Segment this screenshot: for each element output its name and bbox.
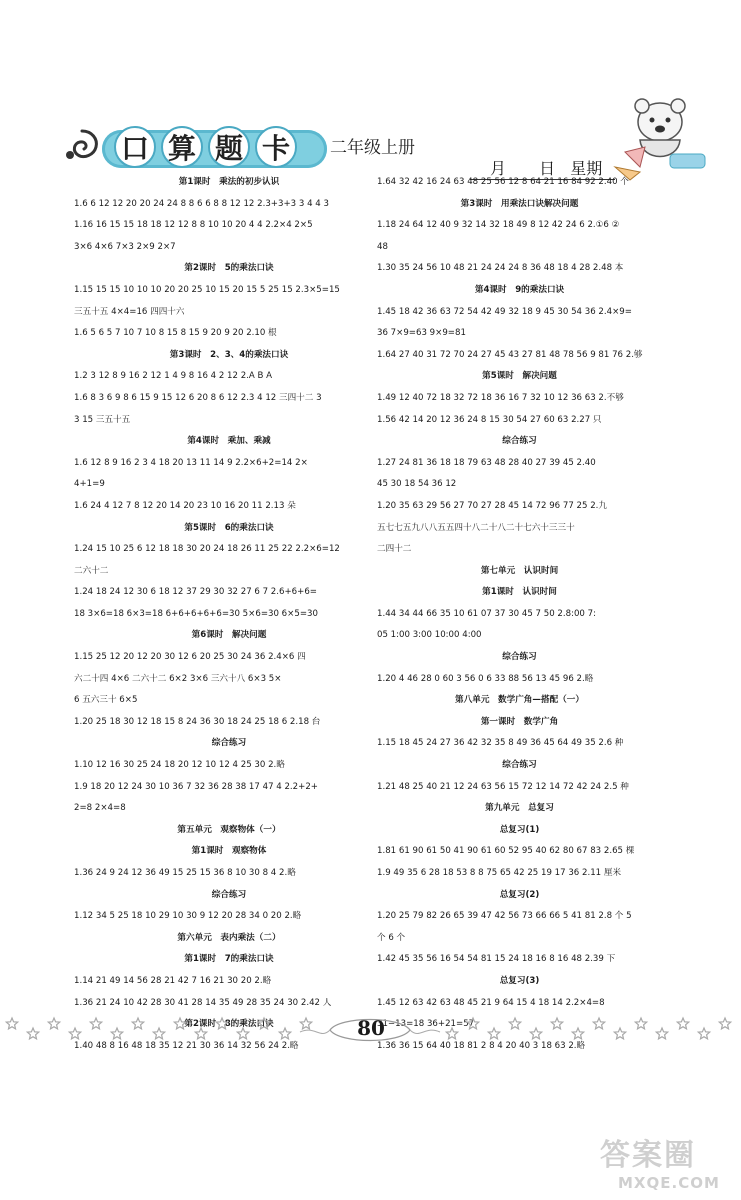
page-number: 80 — [357, 1016, 385, 1040]
answer-line: 3 15 三五十五 — [74, 414, 131, 425]
title-char: 卡 — [255, 126, 297, 168]
star-icon — [572, 1028, 583, 1039]
answer-line: 6 五六三十 6×5 — [74, 695, 138, 706]
section-heading: 第5课时 解决问题 — [482, 371, 557, 382]
grade-subtitle: 二年级上册 — [330, 138, 415, 158]
answer-line: 1.20 25 18 30 12 18 15 8 24 36 30 18 24 25 18 6 2.18 台 — [74, 716, 321, 727]
star-icon — [593, 1018, 604, 1029]
star-icon — [509, 1018, 520, 1029]
star-icon — [656, 1028, 667, 1039]
section-heading: 第6课时 解决问题 — [191, 630, 267, 641]
bear-mascot-icon — [600, 92, 720, 182]
star-icon — [132, 1018, 143, 1029]
answer-line: 1.42 45 35 56 16 54 54 81 15 24 18 16 8 16 48 2.39 下 — [377, 954, 616, 965]
star-icon — [111, 1028, 122, 1039]
star-icon — [551, 1018, 562, 1029]
answer-line: 1.9 49 35 6 28 18 53 8 8 75 65 42 25 19 17 36 2.11 厘米 — [377, 868, 622, 878]
answer-line: 1.44 34 44 66 35 10 61 07 37 30 45 7 50 2.8:00 7: — [377, 608, 596, 619]
section-heading: 第2课时 5的乘法口诀 — [184, 263, 274, 274]
section-heading: 综合练习 — [502, 760, 537, 771]
section-heading: 总复习(1) — [499, 824, 540, 835]
star-icon — [446, 1028, 457, 1039]
section-heading: 第1课时 认识时间 — [482, 587, 557, 598]
answer-line: 3×6 4×6 7×3 2×9 2×7 — [74, 241, 176, 252]
star-icon — [467, 1018, 478, 1029]
section-heading: 第六单元 表内乘法（二） — [177, 932, 281, 943]
section-heading: 综合练习 — [211, 889, 247, 900]
answer-line: 36 7×9=63 9×9=81 — [377, 328, 466, 339]
star-icon — [300, 1018, 311, 1029]
date-month: 月 — [490, 159, 507, 178]
star-icon — [698, 1028, 709, 1039]
section-heading: 综合练习 — [502, 652, 537, 663]
answer-line: 45 30 18 54 36 12 — [377, 479, 457, 490]
answer-line: 1.6 24 4 12 7 8 12 20 14 20 23 10 16 20 11 2.13 朵 — [74, 500, 296, 511]
answer-line: 1.30 35 24 56 10 48 21 24 24 24 8 36 48 18 4 28 2.48 本 — [377, 263, 624, 274]
answer-line: 1.49 12 40 72 18 32 72 18 36 16 7 32 10 12 36 63 2.不够 — [377, 392, 624, 403]
section-heading: 第五单元 观察物体（一） — [177, 824, 281, 835]
section-heading: 第八单元 数学广角—搭配（一） — [455, 695, 584, 706]
answer-line: 1.45 18 42 36 63 72 54 42 49 32 18 9 45 30 54 36 2.4×9= — [377, 306, 632, 317]
star-icon — [635, 1018, 646, 1029]
section-heading: 第5课时 6的乘法口诀 — [184, 522, 274, 533]
watermark-logo — [600, 1130, 735, 1200]
section-heading: 第3课时 2、3、4的乘法口诀 — [169, 349, 289, 360]
star-icon — [174, 1018, 185, 1029]
section-heading: 综合练习 — [211, 738, 247, 749]
star-icon — [195, 1028, 206, 1039]
star-icon — [48, 1018, 59, 1029]
answer-line: 1.12 34 5 25 18 10 29 10 30 9 12 20 28 34 0 20 2.略 — [74, 911, 302, 922]
title-char: 题 — [208, 126, 250, 168]
answer-line: 1.9 18 20 12 24 30 10 36 7 32 36 28 38 17 47 4 2.2+2+ — [74, 781, 319, 792]
title-char: 口 — [114, 126, 156, 168]
answer-line: 个 6 个 — [377, 932, 406, 943]
answer-line: 1.20 25 79 82 26 65 39 47 42 56 73 66 66 5 41 81 2.8 个 5 — [377, 911, 632, 922]
title-banner — [60, 125, 480, 175]
title-char: 算 — [161, 126, 203, 168]
answer-line: 1.20 4 46 28 0 60 3 56 0 6 33 88 56 13 45 96 2.略 — [377, 673, 594, 684]
answer-line: 二六十二 — [74, 565, 109, 576]
answer-line: 1.64 32 42 16 24 63 48 25 56 12 8 64 21 16 84 92 2.40 个 — [377, 177, 629, 187]
section-heading: 第1课时 观察物体 — [191, 846, 267, 857]
answer-line: 1.14 21 49 14 56 28 21 42 7 16 21 30 20 2.略 — [74, 975, 272, 986]
swirl-decoration-icon — [60, 125, 104, 169]
answer-line: 1.21 48 25 40 21 12 24 63 56 15 72 12 14 72 42 24 2.5 种 — [377, 781, 629, 792]
watermark-url: MXQE.COM — [618, 1174, 720, 1192]
star-icon — [69, 1028, 80, 1039]
answer-line: 1.56 42 14 20 12 36 24 8 15 30 54 27 60 63 2.27 只 — [377, 414, 602, 425]
star-icon — [153, 1028, 164, 1039]
answer-line: 1.36 36 15 64 40 18 81 2 8 4 20 40 3 18 63 2.略 — [377, 1040, 586, 1051]
answer-line: 1.2 3 12 8 9 16 2 12 1 4 9 8 16 4 2 12 2.A B A — [74, 371, 273, 382]
answer-line: 1.6 8 3 6 9 8 6 15 9 15 12 6 20 8 6 12 2.3 4 12 三四十二 3 — [74, 392, 322, 403]
section-heading: 第九单元 总复习 — [485, 803, 554, 814]
section-heading: 第3课时 用乘法口诀解决问题 — [460, 198, 579, 209]
answer-line: 1.24 18 24 12 30 6 18 12 37 29 30 32 27 6 7 2.6+6+6= — [74, 587, 318, 598]
star-icon — [530, 1028, 541, 1039]
star-icon — [279, 1028, 290, 1039]
answer-line: 31−13=18 36+21=57 — [377, 1019, 475, 1030]
answer-line: 1.81 61 90 61 50 41 90 61 60 52 95 40 62 80 67 83 2.65 棵 — [377, 846, 635, 857]
star-icon — [90, 1018, 101, 1029]
section-heading: 第1课时 7的乘法口诀 — [184, 954, 274, 965]
answer-line: 1.6 12 8 9 16 2 3 4 18 20 13 11 14 9 2.2×6+2=14 2× — [74, 457, 308, 468]
answer-line: 1.45 12 63 42 63 48 45 21 9 64 15 4 18 14 2.2×4=8 — [377, 997, 605, 1008]
answer-line: 1.27 24 81 36 18 18 79 63 48 28 40 27 39 45 2.40 — [377, 457, 596, 468]
answer-line: 三五十五 4×4=16 四四十六 — [74, 306, 185, 317]
answer-line: 1.10 12 16 30 25 24 18 20 12 10 12 4 25 30 2.略 — [74, 760, 285, 771]
answer-line: 1.24 15 10 25 6 12 18 18 30 20 24 18 26 11 25 22 2.2×6=12 — [74, 544, 340, 555]
answer-line: 1.64 27 40 31 72 70 24 27 45 43 27 81 48 78 56 9 81 76 2.够 — [377, 349, 643, 360]
answer-line: 1.36 21 24 10 42 28 30 41 28 14 35 49 28 35 24 30 2.42 人 — [74, 997, 332, 1008]
answer-line: 六二十四 4×6 二六十二 6×2 3×6 三六十八 6×3 5× — [74, 673, 282, 684]
section-heading: 第1课时 乘法的初步认识 — [178, 177, 280, 187]
answer-line: 1.15 15 15 10 10 10 20 20 25 10 15 20 15 5 25 15 2.3×5=15 — [74, 284, 340, 295]
answer-line: 1.18 24 64 12 40 9 32 14 32 18 49 8 12 42 24 6 2.①6 ② — [377, 220, 620, 231]
star-icon — [614, 1028, 625, 1039]
answer-line: 1.15 18 45 24 27 36 42 32 35 8 49 36 45 64 49 35 2.6 种 — [377, 738, 624, 749]
star-icon — [488, 1028, 499, 1039]
star-icon — [237, 1028, 248, 1039]
star-icon — [258, 1018, 269, 1029]
answer-line: 五七七五九八八五五四十八二十八二十七六十三三十 — [377, 522, 575, 533]
section-heading: 第4课时 乘加、乘减 — [187, 436, 271, 447]
section-heading: 综合练习 — [502, 436, 537, 447]
answer-line: 1.15 25 12 20 12 20 30 12 6 20 25 30 24 36 2.4×6 四 — [74, 652, 306, 663]
section-heading: 总复习(3) — [499, 975, 540, 986]
section-heading: 第4课时 9的乘法口诀 — [474, 284, 565, 295]
answer-line: 18 3×6=18 6×3=18 6+6+6+6+6=30 5×6=30 6×5=30 — [74, 608, 318, 619]
date-week: 星期 — [570, 159, 603, 178]
section-heading: 第七单元 认识时间 — [480, 565, 559, 576]
answer-line: 1.6 6 12 12 20 20 24 24 8 8 6 6 8 8 12 12 2.3+3+3 3 4 4 3 — [74, 198, 329, 209]
answer-line: 2=8 2×4=8 — [74, 803, 126, 814]
answer-line: 1.20 35 63 29 56 27 70 27 28 45 14 72 96 77 25 2.九 — [377, 500, 607, 511]
star-icon — [677, 1018, 688, 1029]
section-heading: 第2课时 8的乘法口诀 — [184, 1019, 274, 1030]
left-answer-column — [74, 172, 384, 1057]
section-heading: 总复习(2) — [499, 889, 540, 900]
star-icon — [27, 1028, 38, 1039]
answer-line: 1.16 16 15 15 18 18 12 12 8 8 10 10 20 4 4 2.2×4 2×5 — [74, 220, 313, 231]
answer-line: 05 1:00 3:00 10:00 4:00 — [377, 630, 482, 641]
answer-line: 1.36 24 9 24 12 36 49 15 25 15 36 8 10 30 8 4 2.略 — [74, 868, 296, 878]
title-chars — [114, 126, 297, 168]
answer-line: 二四十二 — [377, 544, 412, 555]
right-answer-column — [377, 172, 662, 1057]
answer-line: 48 — [377, 241, 388, 252]
date-day: 日 — [539, 159, 556, 178]
star-icon — [719, 1018, 730, 1029]
watermark-text: 答案圈 — [600, 1138, 696, 1173]
answer-line: 1.6 5 6 5 7 10 7 10 8 15 8 15 9 20 9 20 2.10 根 — [74, 328, 277, 339]
answer-line: 1.40 48 8 16 48 18 35 12 21 30 36 14 32 56 24 2.略 — [74, 1040, 299, 1051]
section-heading: 第一课时 数学广角 — [480, 716, 559, 727]
star-icon — [216, 1018, 227, 1029]
star-icon — [6, 1018, 17, 1029]
answer-line: 4+1=9 — [74, 479, 105, 490]
